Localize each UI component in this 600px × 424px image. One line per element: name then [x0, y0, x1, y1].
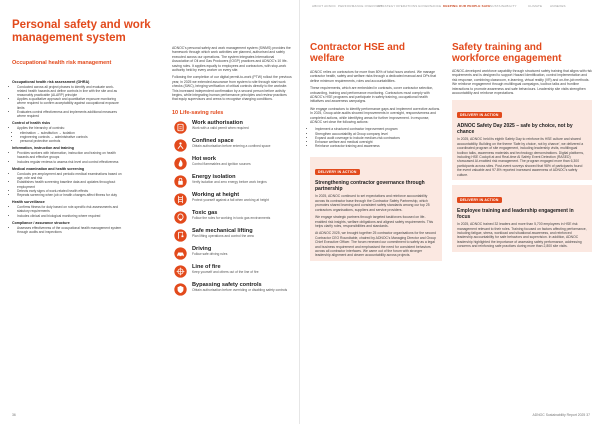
list-item: • Applies a qualitative approach and quantitative exposure monitoring where required to confirm acceptability against occupational exposure limits: [17, 97, 122, 110]
rule-name: Toxic gas: [192, 209, 218, 216]
list-item: • elimination → substitution → isolation: [20, 131, 122, 135]
swms-column: [172, 46, 292, 300]
list-item: • Detects early signs of work-related health effects: [17, 189, 122, 193]
rule-name: Safe mechanical lifting: [192, 227, 253, 234]
list-item: • engineering controls → administrative controls: [20, 135, 122, 139]
page-number-left: 36: [12, 413, 16, 417]
delivery-badge: DELIVERY IN ACTION: [457, 112, 502, 118]
page-title: Personal safety and work management system: [12, 19, 151, 44]
delivery-badge: DELIVERY IN ACTION: [457, 197, 502, 203]
rule-desc: Verify isolation and zero energy before work begins: [192, 180, 267, 185]
nav-item[interactable]: STRATEGY: [378, 4, 396, 8]
highlight-paragraph: In 2025, ADNOC held its eighth Safety Day to reinforce its HSE culture and shared accountability. Building on the theme 'Safe by choice, not by chance', we delivered a coordinated program of site engagement, including leadership visits, multilingual toolbox talks, awareness materials and technology demonstrations. Digital platforms, including HSE Cockpit at and Real-time AI Safety Event Detection (RASED) showcased AI-enabled risk management. The program engaged more than 6,300 participants across sites. Post-event surveys showed that 98% of participants found the event valuable and 97.8% reported increased awareness of ADNOC's safety culture.: [457, 137, 585, 177]
confined-space-icon: [174, 139, 187, 152]
list-item: • Strengthen accountability at Group company level: [315, 132, 442, 136]
occupational-health-column: [12, 54, 122, 234]
rule-name: Driving: [192, 245, 212, 252]
list-item: • Enhance welfare and medical oversight: [315, 140, 442, 144]
ladder-icon: [174, 193, 187, 206]
medical-list: [12, 172, 122, 197]
nav-item[interactable]: OPERATIONS: [396, 4, 418, 8]
rule-desc: Follow safe driving rules: [192, 252, 228, 257]
list-item: • Includes regular reviews to assess risk level and control effectiveness: [17, 160, 122, 164]
rule-item: [172, 156, 292, 169]
rules-title: 10 Life-saving rules: [172, 109, 224, 116]
list-item: • Assesses effectiveness of the occupational health management system through audits and inspections: [17, 226, 122, 234]
car-icon: [174, 247, 187, 260]
crane-icon: [174, 229, 187, 242]
risk-management-title: Occupational health risk management: [12, 60, 112, 66]
rule-item: [172, 228, 292, 241]
highlight-title: Strengthening contractor governance through partnership: [315, 180, 425, 193]
rule-name: Confined space: [192, 137, 234, 144]
list-item: • Reinforce contractor training and awareness: [315, 144, 442, 148]
shield-icon: [174, 283, 187, 296]
rule-desc: Plan lifting operations and control the area: [192, 234, 254, 239]
rule-name: Hot work: [192, 155, 216, 162]
contractor-paragraph: We engage contractors to identify performance gaps and implement corrective actions. In 2025, Group-wide audits showed improvements in oversight, responsiveness and completed actions, while identifying areas for further improvement. In response, ADNOC set clear the following actions:: [310, 106, 441, 125]
list-item: • Conducts pre-employment and periodic medical examinations based on age, role and risk: [17, 172, 122, 180]
rule-desc: Follow the rules for working in toxic gas environments: [192, 216, 271, 221]
delivery-in-action-box: [452, 100, 592, 180]
rule-name: Energy isolation: [192, 173, 236, 180]
lock-icon: [174, 175, 187, 188]
contractor-paragraph: These requirements, which are embedded in contracts, cover contractor selection, onboarding, training and performance monitoring. Contractors must comply with ADNOC's HSE programs and participate in safety training, occupational health initiatives and awareness campaigns.: [310, 86, 434, 104]
nav-item[interactable]: ANNEXES: [550, 4, 566, 8]
rule-item: [172, 264, 292, 277]
rule-desc: Work with a valid permit when required: [192, 126, 249, 131]
highlight-paragraph: In 2025, ADNOC continued to set expectations and reinforce accountability across its contractor base through the Contractor Safety Partnership, which promotes shared learning and consistent safety standards among our top 25 contractors organisations, suppliers and service providers.: [315, 194, 430, 212]
list-item: • Includes clinical and biological monitoring where required: [17, 214, 122, 218]
control-sublist: [12, 131, 122, 144]
ohra-heading: Occupational health risk assessment (OHRA): [12, 79, 90, 84]
highlight-title: ADNOC Safety Day 2025 – safe by choice, not by chance: [457, 123, 573, 136]
line-of-fire-icon: [174, 265, 187, 278]
list-item: • Expand audit coverage to include medium-risk contractors: [315, 136, 442, 140]
rule-name: Work authorisation: [192, 119, 243, 126]
list-item: • personal protective controls: [20, 139, 122, 143]
list-item: • Confirms fitness for duty based on role-specific risk assessments and statutory requirements: [17, 205, 122, 213]
rule-desc: Protect yourself against a fall when working at height: [192, 198, 269, 203]
list-item: • Provides workers with information, instruction and training on health hazards and effective groups: [17, 151, 122, 159]
nav-item-active[interactable]: KEEPING OUR PEOPLE SAFE: [443, 4, 491, 8]
control-heading: Control of health risks: [12, 121, 51, 126]
surveillance-list: [12, 205, 122, 218]
rule-item: [172, 192, 292, 205]
page-number-right: ADNOC Sustainability Report 2025 37: [532, 413, 590, 417]
gas-mask-icon: [174, 211, 187, 224]
rule-name: Working at height: [192, 191, 240, 198]
rule-name: Bypassing safety controls: [192, 281, 262, 288]
list-item: • Repeats screening when job or health changes affect fitness for duty: [17, 193, 122, 197]
flame-icon: [174, 157, 187, 170]
contractor-column: [310, 42, 442, 261]
rule-desc: Obtain authorisation before overriding or disabling safety controls: [192, 288, 288, 293]
compliance-heading: Compliance / assurance structure: [12, 220, 70, 225]
rule-item: [172, 210, 292, 223]
rule-desc: Keep yourself and others out of the line of fire: [192, 270, 259, 275]
nav-item[interactable]: PERFORMANCE OVERVIEW: [338, 4, 383, 8]
delivery-in-action-box: [452, 185, 592, 251]
nav-item[interactable]: CLIMATE: [528, 4, 543, 8]
rule-item: [172, 282, 292, 295]
surveillance-heading: Health surveillance: [12, 200, 45, 205]
delivery-in-action-box: [310, 157, 442, 260]
rule-desc: Control flammables and ignition sources: [192, 162, 251, 167]
info-heading: Information, instruction and training: [12, 146, 74, 151]
list-item: • Applies the hierarchy of controls:: [17, 126, 122, 130]
rule-item: [172, 174, 292, 187]
training-paragraph: ADNOC-developed workforce capability through structured safety training that aligns with risk requirements and is designed to support Hazard Identification, control implementation and risk response, combining classroom, e-learning, virtual reality (VR) and on-the-job methods. We reinforce engagement through multilingual campaigns, toolbox talks and frontline interactions to promote awareness and safe behaviours. Leadership site visits strengthen accountability and reinforce expectations.: [452, 69, 592, 96]
highlight-paragraph: At ADNOC 2025, we brought together 25 contractor organisations for the second Contractor CEO Roundtable, chaired by ADNOC's Managing Director and Group Chief Executive Officer. The forum renewed our commitment to safety as a legal and business requirement and emphasised the need for consistent behaviors across all contractor interfaces. We came out of the forum with stronger leadership alignment and clearer accountability across projects.: [315, 231, 437, 258]
compliance-list: [12, 226, 122, 234]
training-title: Safety training and workforce engagement: [452, 42, 562, 64]
medical-heading: Medical examination and health screening: [12, 166, 85, 171]
list-item: • Implement a structured contractor improvement program: [315, 127, 442, 131]
contractor-actions-list: [310, 127, 442, 148]
nav-item[interactable]: GOVERNANCE: [418, 4, 442, 8]
highlight-paragraph: We engage strategic partners through targeted taskforces focused on life-enabled risk insights, welfare obligations and aligned safety requirements. This helps clarify roles, responsibilities and standards.: [315, 215, 434, 228]
intro-paragraph-2: Following the completion of our digital permit-to-work (PTW) rollout the previous year, in 2025 we extended assurance from system to site through start work checks (SWC), bringing verification of critical controls directly to the worksite. This increased independent confirmation by a second person before activity begins, while integrating human performance principles and review practices that equip supervisors and crews to recognise changing conditions.: [172, 75, 292, 102]
right-page: [300, 0, 600, 424]
list-item: • Establishes health screening baseline data and updates throughout employment: [17, 180, 122, 188]
rule-item: [172, 138, 292, 151]
nav-item[interactable]: ABOUT ADNOC: [312, 4, 336, 8]
contractor-paragraph: ADNOC relies on contractors for more than 80% of total hours worked. We manage contractor health, safety and welfare risks through a dedicated manual and DPs that define minimum requirements, roles and accountabilities.: [310, 70, 437, 83]
rule-item: [172, 120, 292, 133]
nav-item[interactable]: SUSTAINABILITY: [490, 4, 517, 8]
highlight-paragraph: In 2025, ADNOC trained 32 leaders and more than 5,700 employees in HSE risk management relevant to their roles. Training focused on factors affecting performance, including fatigue, stress, workload and situational awareness, and reinforced leadership accountability for safe behaviors and supervision. In addition, ADNOC leadership highlighted the importance of assessing safety performance, addressing concerns and reinforcing safe practices during more than 2,800 site visits.: [457, 222, 587, 249]
intro-paragraph: ADNOC's personal safety and work management system (SWMS) provides the framework through which work activities are planned, authorised and safely executed across our operations. The system integrates International Association of Oil and Gas Producers (IOGP) practices and ADNOC's 10 life-saving rules. It applies equally to employees and contractors, with stop-work authority held by every worker on every site.: [172, 46, 291, 73]
list-item: • Conducted across all project phases to identify and evaluate work-related health hazards and define controls in line with the site and as reasonably practicable (ALARP) principle: [17, 85, 122, 98]
delivery-badge: DELIVERY IN ACTION: [315, 169, 360, 175]
clipboard-icon: [174, 121, 187, 134]
highlight-title: Employee training and leadership engagement in focus: [457, 208, 574, 221]
rule-name: Line of fire: [192, 263, 221, 270]
training-column: [452, 42, 592, 252]
rule-item: [172, 246, 292, 259]
list-item: • Evaluates control effectiveness and implements additional measures where required: [17, 110, 122, 118]
ohra-list: [12, 85, 122, 119]
contractor-title: Contractor HSE and welfare: [310, 42, 406, 64]
rule-desc: Obtain authorisation before entering a confined space: [192, 144, 271, 149]
info-list: [12, 151, 122, 164]
